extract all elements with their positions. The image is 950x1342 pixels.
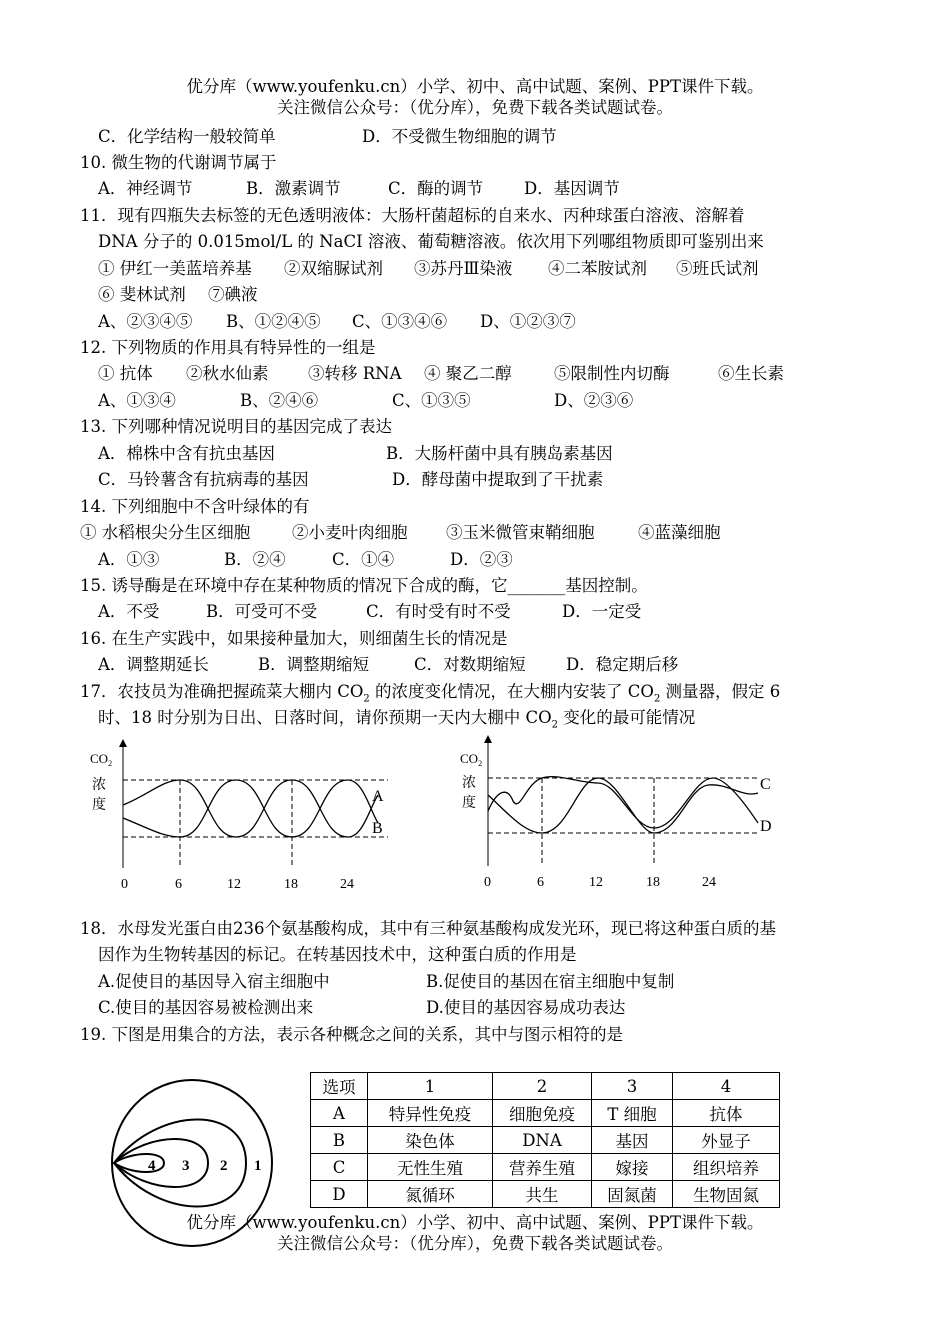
table-row (311, 1127, 780, 1154)
q12-option-c: C、①③⑤ (392, 391, 471, 410)
q18-option-c: C.使目的基因容易被检测出来 (98, 998, 314, 1017)
q14-option-a: A．①③ (98, 550, 160, 569)
q17-chart-right (458, 733, 788, 893)
set-2-label: 2 (220, 1158, 228, 1174)
table-cell: 共生 (493, 1181, 592, 1208)
q11-item-4: ④二苯胺试剂 (548, 259, 647, 278)
q11-item-7: ⑦碘液 (208, 285, 258, 304)
table-cell: 营养生殖 (493, 1154, 592, 1181)
q10-option-d: D．基因调节 (524, 179, 620, 198)
y-label-co2: $CO_2$ (460, 751, 483, 768)
x-tick-12: 12 (589, 875, 603, 890)
q12-option-b: B、②④⑥ (240, 391, 319, 410)
table-cell: 无性生殖 (368, 1154, 493, 1181)
q15-stem: 15. 诱导酶是在环境中存在某种物质的情况下合成的酶，它_______基因控制。 (80, 576, 648, 595)
set-3 (114, 1139, 208, 1187)
series-a-label: A (372, 788, 384, 805)
table-cell: 固氮菌 (592, 1181, 673, 1208)
x-tick-24: 24 (340, 877, 354, 892)
q16-option-c: C．对数期缩短 (414, 655, 526, 674)
q15-option-c: C．有时受有时不受 (366, 602, 511, 621)
q11-item-1: ① 伊红一美蓝培养基 (98, 259, 252, 278)
table-cell: 氮循环 (368, 1181, 493, 1208)
header-line-2: 关注微信公众号：（优分库），免费下载各类试题试卷。 (277, 98, 673, 117)
series-a-line (123, 780, 378, 837)
table-row (311, 1100, 780, 1127)
q15-option-b: B．可受可不受 (206, 602, 318, 621)
table-row (311, 1154, 780, 1181)
q14-items (80, 522, 721, 544)
x-tick-24: 24 (702, 875, 716, 890)
q14-item-1: ① 水稻根尖分生区细胞 (80, 523, 251, 542)
y-label-nong: 浓 (92, 778, 106, 793)
q14-item-3: ③玉米微管束鞘细胞 (446, 523, 595, 542)
series-d-line (488, 778, 758, 833)
q11-items-1 (98, 258, 759, 280)
q12-stem: 12. 下列物质的作用具有特异性的一组是 (80, 338, 376, 357)
x-tick-0: 0 (484, 875, 491, 890)
q11-options (98, 311, 576, 333)
set-1-label: 1 (254, 1158, 262, 1174)
q14-stem: 14. 下列细胞中不含叶绿体的有 (80, 497, 310, 516)
q18-option-b: B.促使目的基因在宿主细胞中复制 (426, 972, 675, 991)
q11-option-d: D、①②③⑦ (480, 312, 576, 331)
table-cell: C (311, 1154, 368, 1181)
x-tick-18: 18 (284, 877, 298, 892)
set-3-label: 3 (182, 1158, 190, 1174)
q17-stem-1: 17．农技员为准确把握疏菜大棚内 $CO_2$ 的浓度变化情况，在大棚内安装了 $CO_2$ 测量器，假定 6 (80, 682, 781, 705)
q13-option-c: C．马铃薯含有抗病毒的基因 (98, 470, 309, 489)
table-header-cell: 选项 (311, 1073, 368, 1100)
table-header-cell: 4 (673, 1073, 780, 1100)
q13-option-a: A．棉株中含有抗虫基因 (98, 444, 275, 463)
footer-line-2: 关注微信公众号：（优分库），免费下载各类试题试卷。 (277, 1234, 673, 1253)
q11-item-6: ⑥ 斐林试剂 (98, 285, 186, 304)
y-label-co2: $CO_2$ (90, 751, 113, 768)
q18-option-d: D.使目的基因容易成功表达 (426, 998, 626, 1017)
q16-option-a: A．调整期延长 (98, 655, 209, 674)
q9-option-d: D．不受微生物细胞的调节 (362, 127, 557, 146)
q12-option-a: A、①③④ (98, 391, 176, 410)
q14-option-c: C．①④ (332, 550, 395, 569)
q11-item-5: ⑤班氏试剂 (676, 259, 759, 278)
series-c-line (488, 777, 758, 828)
q16-option-d: D．稳定期后移 (566, 655, 679, 674)
table-header-cell: 3 (592, 1073, 673, 1100)
x-tick-6: 6 (175, 877, 182, 892)
q12-item-1: ① 抗体 (98, 364, 153, 383)
q17-stem-2: 时、18 时分别为日出、日落时间，请你预期一天内大棚中 $CO_2$ 变化的最可能情况 (98, 708, 696, 731)
series-b-label: B (372, 820, 383, 837)
q12-options (98, 390, 633, 412)
table-cell: 细胞免疫 (493, 1100, 592, 1127)
table-header-row (311, 1073, 780, 1100)
table-cell: D (311, 1181, 368, 1208)
q12-item-5: ⑤限制性内切酶 (554, 364, 670, 383)
q15-option-d: D．一定受 (562, 602, 642, 621)
q12-item-4: ④ 聚乙二醇 (424, 364, 512, 383)
q10-option-b: B．激素调节 (246, 179, 341, 198)
q11-item-2: ②双缩脲试剂 (284, 259, 383, 278)
table-cell: 组织培养 (673, 1154, 780, 1181)
x-tick-18: 18 (646, 875, 660, 890)
table-cell: T 细胞 (592, 1100, 673, 1127)
table-cell: B (311, 1127, 368, 1154)
q14-option-b: B．②④ (224, 550, 286, 569)
set-4-label: 4 (148, 1158, 156, 1174)
footer-line-1: 优分库（www.youfenku.cn）小学、初中、高中试题、案例、PPT课件下载。 (186, 1213, 764, 1232)
q14-options (98, 549, 513, 571)
q16-options (98, 654, 678, 676)
q10-stem: 10. 微生物的代谢调节属于 (80, 153, 277, 172)
q12-item-6: ⑥生长素 (718, 364, 784, 383)
y-label-du: 度 (92, 798, 106, 813)
q18-option-a: A.促使目的基因导入宿主细胞中 (98, 972, 330, 991)
q13-option-b: B．大肠杆菌中具有胰岛素基因 (386, 444, 613, 463)
q11-items-2 (98, 284, 258, 306)
x-tick-12: 12 (227, 877, 241, 892)
q16-option-b: B．调整期缩短 (258, 655, 370, 674)
q15-option-a: A．不受 (98, 602, 160, 621)
q11-option-c: C、①③④⑥ (352, 312, 448, 331)
q12-items (98, 363, 784, 385)
q11-option-a: A、②③④⑤ (98, 312, 193, 331)
table-cell: 嫁接 (592, 1154, 673, 1181)
table-cell: 生物固氮 (673, 1181, 780, 1208)
table-cell: 外显子 (673, 1127, 780, 1154)
q11-stem-1: 11．现有四瓶失去标签的无色透明液体：大肠杆菌超标的自来水、丙种球蛋白溶液、溶解着 (80, 206, 745, 225)
y-label-du: 度 (462, 796, 476, 811)
q18-stem-2: 因作为生物转基因的标记。在转基因技术中，这种蛋白质的作用是 (98, 945, 577, 964)
table-header-cell: 1 (368, 1073, 493, 1100)
q11-stem-2: DNA 分子的 0.015mol/L 的 NaCI 溶液、葡萄糖溶液。依次用下列哪组物质即可鉴别出来 (98, 232, 764, 251)
q14-option-d: D．②③ (450, 550, 513, 569)
table-cell: A (311, 1100, 368, 1127)
header-line-1: 优分库（www.youfenku.cn）小学、初中、高中试题、案例、PPT课件下载。 (186, 77, 764, 96)
q14-item-2: ②小麦叶肉细胞 (292, 523, 408, 542)
y-label-nong: 浓 (462, 776, 476, 791)
table-row (311, 1181, 780, 1208)
q10-option-c: C．酶的调节 (388, 179, 484, 198)
q16-stem: 16. 在生产实践中，如果接种量加大，则细菌生长的情况是 (80, 629, 508, 648)
q13-option-d: D．酵母菌中提取到了干扰素 (392, 470, 604, 489)
q19-stem: 19. 下图是用集合的方法，表示各种概念之间的关系，其中与图示相符的是 (80, 1025, 623, 1044)
q17-chart-left (88, 735, 400, 895)
q12-option-d: D、②③⑥ (554, 391, 634, 410)
table-cell: 基因 (592, 1127, 673, 1154)
table-cell: DNA (493, 1127, 592, 1154)
q19-options-table (310, 1072, 780, 1208)
q12-item-2: ②秋水仙素 (186, 364, 269, 383)
q11-item-3: ③苏丹Ⅲ染液 (414, 259, 513, 278)
x-tick-0: 0 (121, 877, 128, 892)
table-header-cell: 2 (493, 1073, 592, 1100)
table-cell: 抗体 (673, 1100, 780, 1127)
series-c-label: C (760, 776, 771, 793)
series-d-label: D (760, 818, 772, 835)
series-b-line (123, 780, 378, 837)
q14-item-4: ④蓝藻细胞 (638, 523, 721, 542)
q10-option-a: A．神经调节 (98, 179, 193, 198)
q13-stem: 13. 下列哪种情况说明目的基因完成了表达 (80, 417, 392, 436)
x-tick-6: 6 (537, 875, 544, 890)
table-cell: 染色体 (368, 1127, 493, 1154)
q18-stem-1: 18．水母发光蛋白由236个氨基酸构成，其中有三种氨基酸构成发光环，现已将这种蛋白质的基 (80, 919, 776, 938)
q15-options (98, 601, 641, 623)
q11-option-b: B、①②④⑤ (226, 312, 321, 331)
q12-item-3: ③转移 RNA (308, 364, 402, 383)
table-cell: 特异性免疫 (368, 1100, 493, 1127)
q9-option-c: C．化学结构一般较简单 (98, 127, 276, 146)
